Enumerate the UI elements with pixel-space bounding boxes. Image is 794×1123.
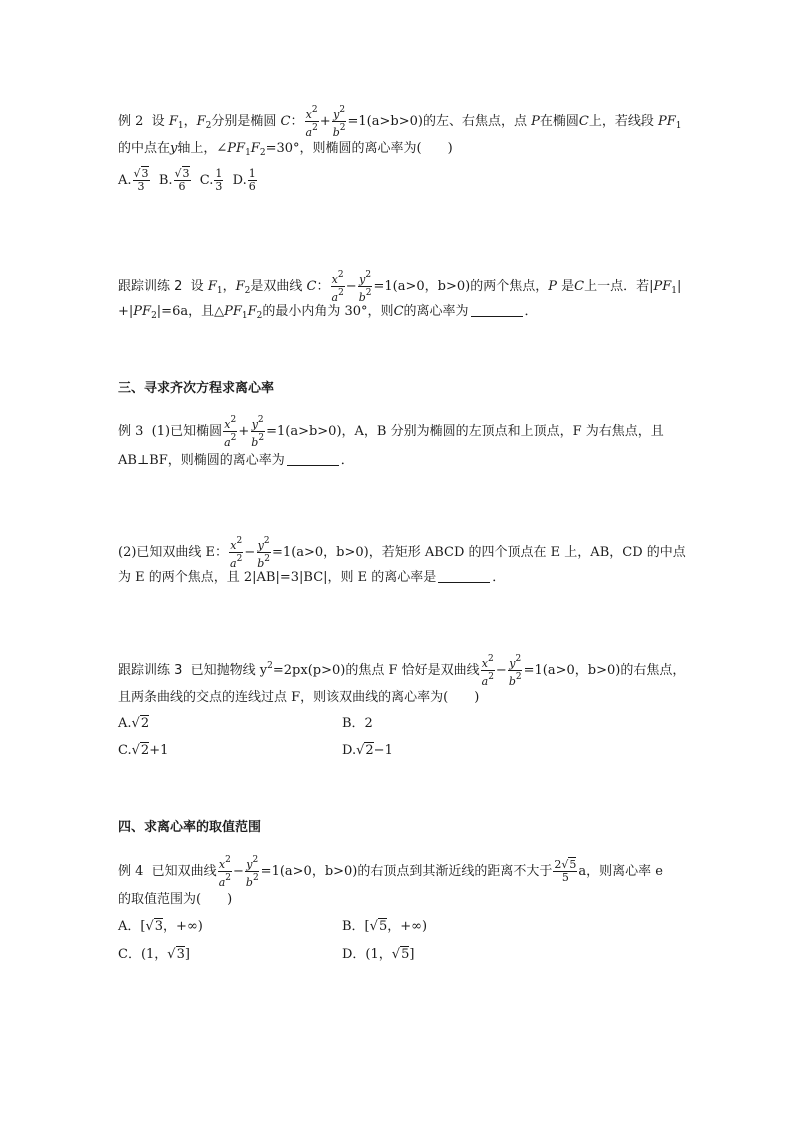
training-2-line-2: $+|PF_2|=6a$，且$\triangle PF_1F_2$的最小内角为 30°，则C的离心率为 ．	[118, 304, 538, 321]
answer-blank	[287, 453, 339, 466]
section-3-title: 三、寻求齐次方程求离心率	[118, 381, 275, 396]
answer-blank	[471, 304, 523, 317]
example-2-line-1: 例 2 设 $F_1$，$F_2$分别是椭圆 C： $\frac{x^2}{a^2}$ + $\frac{y^2}{b^2}$ =1(a>b>0)的左、右焦点，点 P在椭圆C上，若线段 $PF_1$	[118, 105, 682, 139]
example-2-line-2: 的中点在y轴上，$\angle PF_1F_2=30^\circ$，则椭圆的离心率为( )	[118, 141, 453, 158]
example-3-line-3: (2)已知双曲线 E： $\frac{x^2}{a^2}$ − $\frac{y^2}{b^2}$ =1(a>0，b>0)，若矩形 ABCD 的四个顶点在 E 上，AB，CD 的中点	[118, 536, 686, 570]
example-4-option-a: A．[√3，+∞)	[118, 919, 203, 934]
training-2-line-1: 跟踪训练 2 设 $F_1$，$F_2$是双曲线 C： $\frac{x^2}{a^2}$ − $\frac{y^2}{b^2}$ =1(a>0，b>0)的两个焦点，P 是C上一点．若$|PF_1|$	[118, 270, 682, 304]
training-3-option-a: A.√2	[118, 716, 150, 731]
example-4-line-1: 例 4 已知双曲线 $\frac{x^2}{a^2}$ − $\frac{y^2}{b^2}$ =1(a>0，b>0)的右顶点到其渐近线的距离不大于 $\frac{2√5}{5}$ a，则离心率 e	[118, 855, 663, 889]
example-2-options: A. $\frac{√3}{3}$ B. $\frac{√3}{6}$ C. $\frac{1}{3}$ D. $\frac{1}{6}$	[118, 167, 256, 193]
example-4-line-2: 的取值范围为( )	[118, 892, 233, 907]
example-4-option-b: B．[√5，+∞)	[342, 919, 428, 934]
training-3-option-d: D.√2−1	[342, 743, 393, 758]
example-3-line-1: 例 3 (1)已知椭圆 $\frac{x^2}{a^2}$ + $\frac{y^2}{b^2}$ =1(a>b>0)，A，B 分别为椭圆的左顶点和上顶点，F 为右焦点，且	[118, 415, 664, 449]
answer-blank	[438, 570, 490, 583]
training-3-option-b: B．2	[342, 716, 373, 731]
training-3-line-1: 跟踪训练 3 已知抛物线 $y^2=2px(p>0)$的焦点 F 恰好是双曲线 $\frac{x^2}{a^2}$ − $\frac{y^2}{b^2}$ =1(a>0，b>0)的右焦点，	[118, 654, 686, 688]
training-3-option-c: C.√2+1	[118, 743, 169, 758]
example-3-line-4: 为 E 的两个焦点，且 2|AB|=3|BC|，则 E 的离心率是 ．	[118, 570, 506, 585]
example-4-option-d: D．(1，√5]	[342, 947, 415, 962]
example-4-option-c: C．(1，√3]	[118, 947, 190, 962]
training-3-line-2: 且两条曲线的交点的连线过点 F，则该双曲线的离心率为( )	[118, 690, 480, 705]
section-4-title: 四、求离心率的取值范围	[118, 820, 262, 835]
example-3-line-2: AB⊥BF，则椭圆的离心率为 ．	[118, 453, 354, 468]
